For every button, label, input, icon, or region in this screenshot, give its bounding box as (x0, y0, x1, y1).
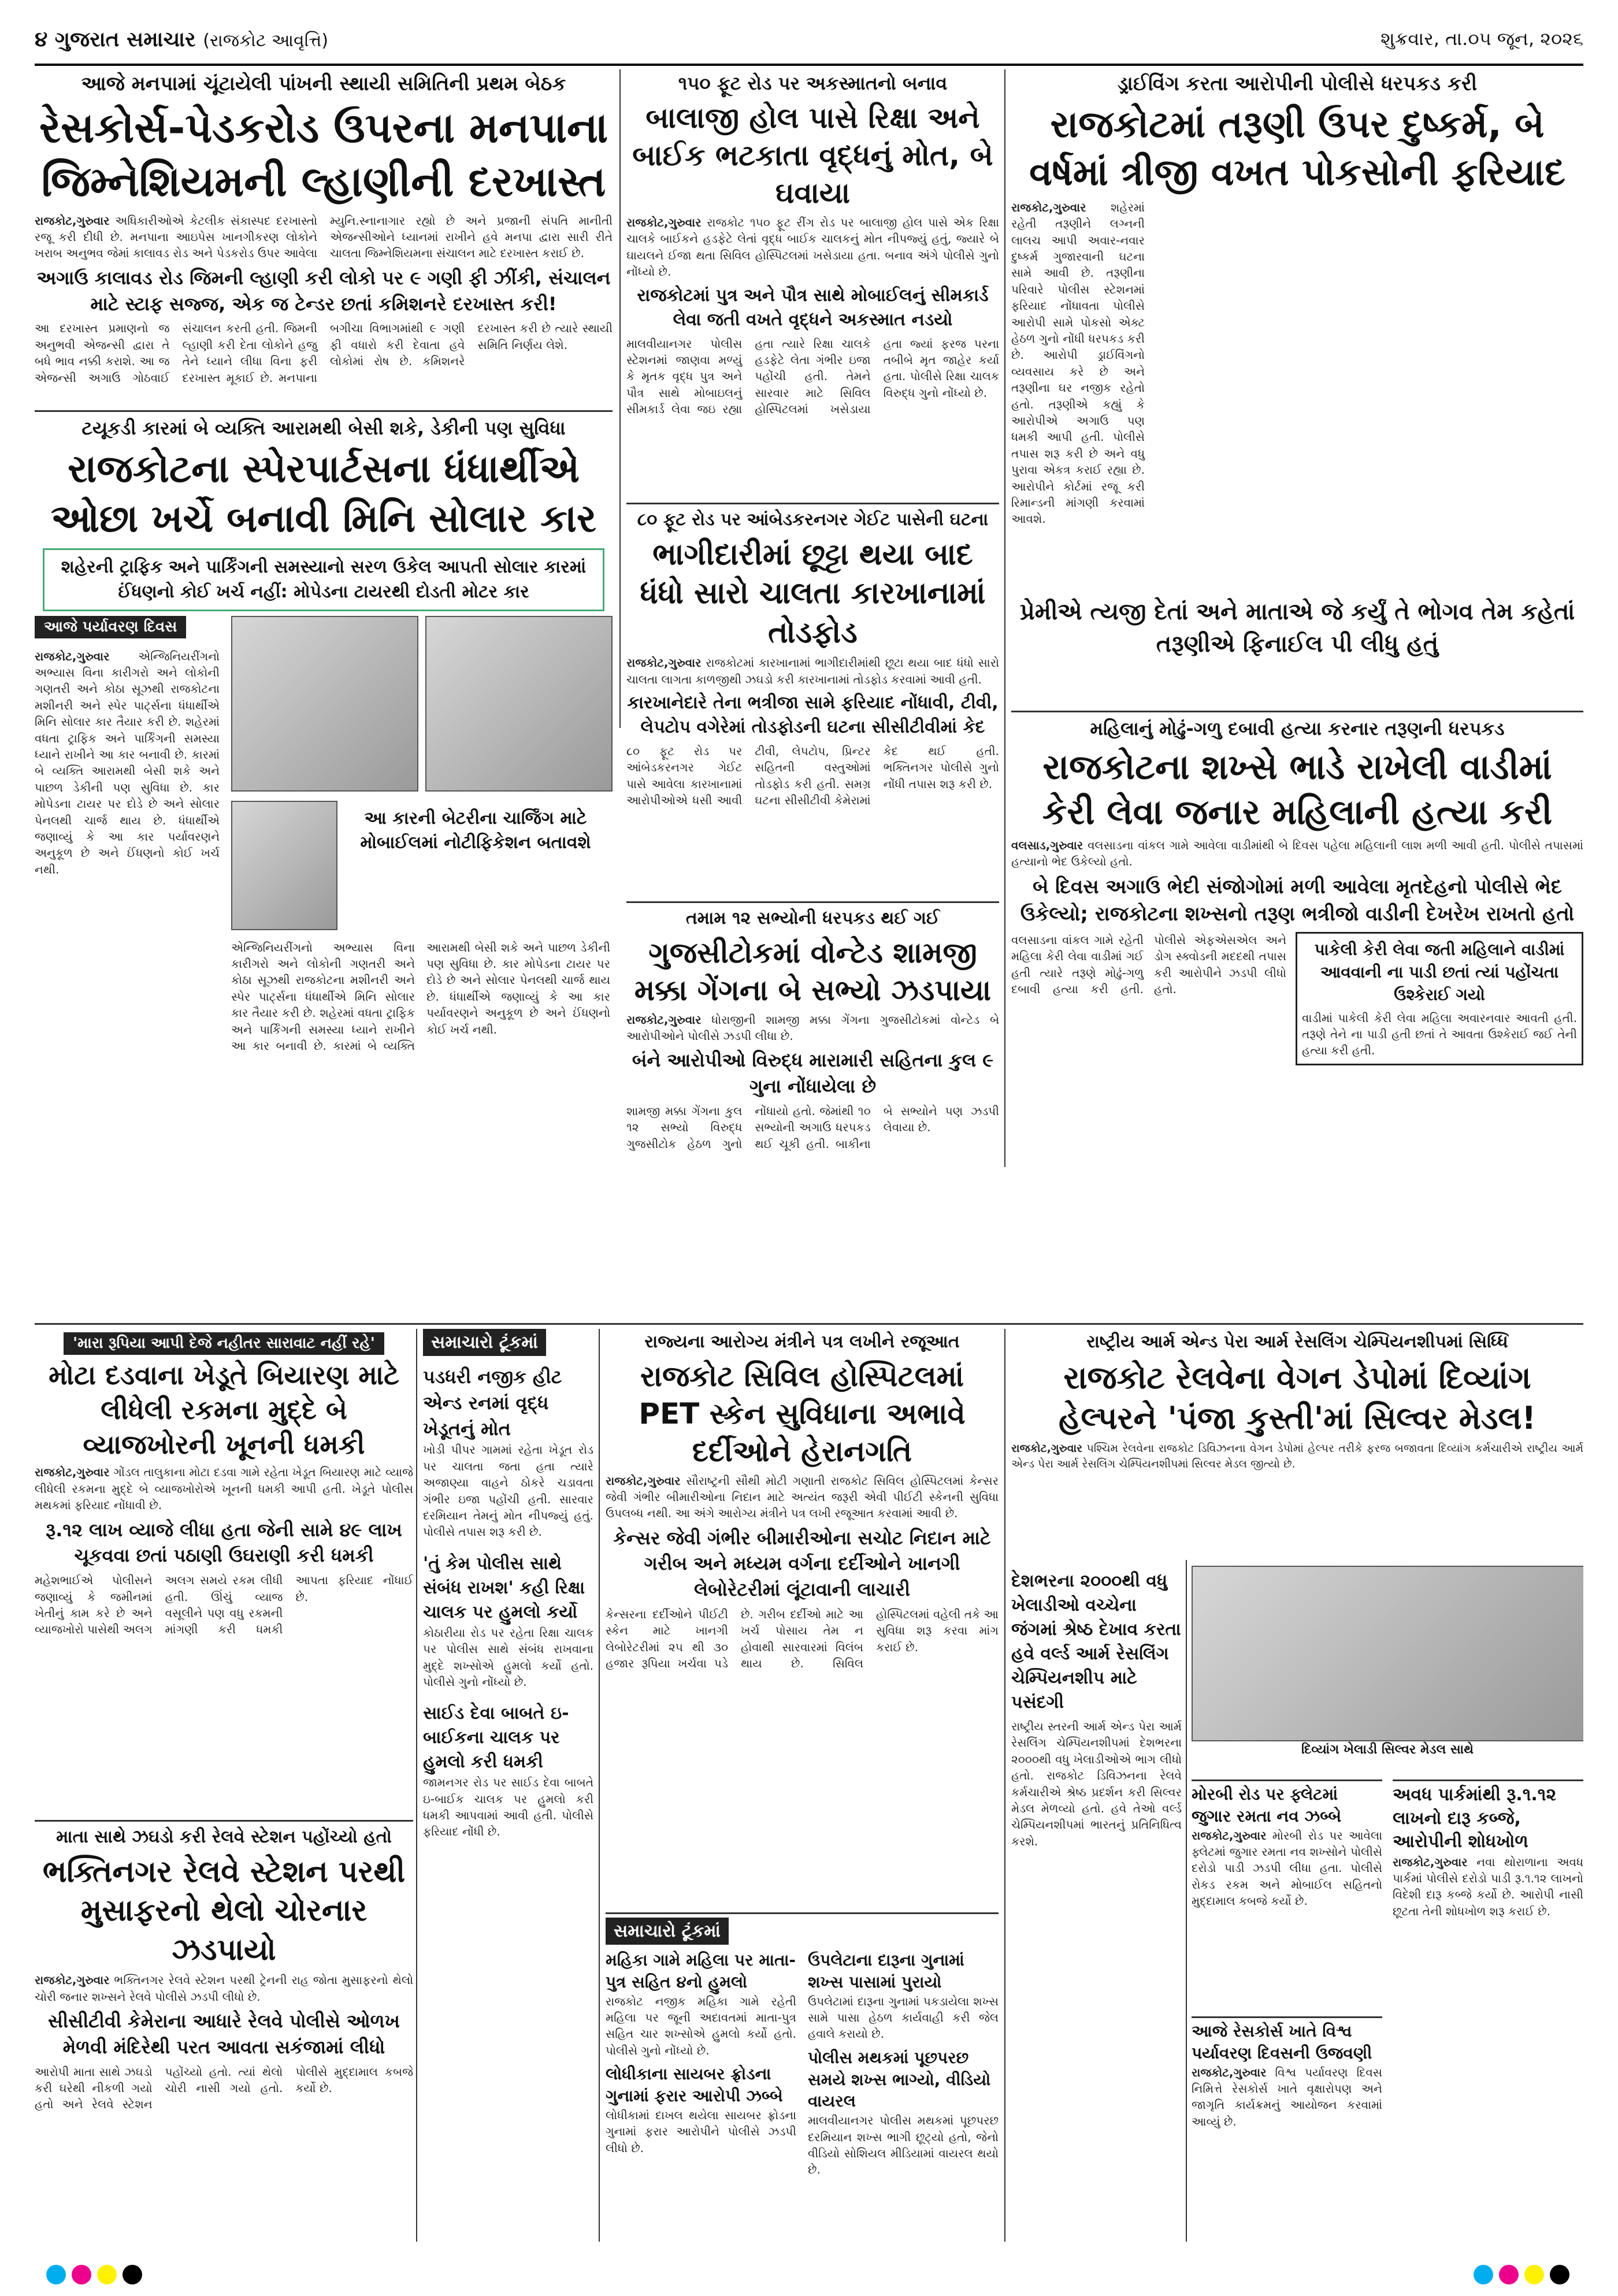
brief-1-body: રાજકોટ નજીક મહિકા ગામે રહેતી મહિલા પર જૂની અદાવતમાં માતા-પુત્ર સહિત ચાર શખ્સોએ હુમલો કર્યો હતો. પોલીસે ગુનો નોંધ્યો છે. (606, 1994, 796, 2057)
article-balaji-accident (626, 69, 999, 497)
black-registration-mark-right (1550, 2265, 1569, 2284)
article-body-2: શામજી મક્કા ગેંગના કુલ ૧૨ સભ્યો વિરુદ્ધ ગુજસીટોક હેઠળ ગુનો નોંધાયો હતો. જેમાંથી ૧૦ સભ્યોની અગાઉ ધરપકડ થઈ ચૂકી હતી. બાકીના બે સભ્યોને પણ ઝડપી લેવાયા છે. (626, 1104, 999, 1151)
article-valsad-murder (1011, 711, 1583, 1319)
body-text: એન્જિનિયરીંગનો અભ્યાસ વિના કારીગરો અને લોકોની ગણતરી અને કોઠા સૂઝથી રાજકોટના મશીનરી અને સ્પેર પાર્ટ્સના ધંધાર્થીએ મિનિ સોલાર કાર તૈયાર કરી છે. શહેરમાં વધતા ટ્રાફિક અને પાર્કિંગની સમસ્યા ધ્યાને રાખીને આ કાર બનાવી છે. કારમાં બે વ્યક્તિ આરામથી બેસી શકે અને પાછળ ડેકીની પણ સુવિધા છે. કાર મોપેડના ટાયર પર દોડે છે અને સોલાર પેનલથી ચાર્જ થાય છે. ધંધાર્થીએ જણાવ્યું કે આ કાર પર્યાવરણને અનુકૂળ છે અને ઈંધણનો કોઈ ખર્ચ નથી. (35, 649, 220, 876)
kicker: તમામ ૧૨ સભ્યોની ધરપકડ થઈ ગઈ (685, 908, 940, 928)
body-text: રાજકોટમાં કારખાનામાં ભાગીદારીમાંથી છૂટા થયા બાદ ધંધો સારો ચાલતા લાગતા કાળજીથી ઝઘડો કરી કારખાનામાં તોડફોડ કરવામાં આવી હતી. (626, 656, 999, 686)
headline: ભક્તિનગર રેલવે સ્ટેશન પરથી મુસાફરનો થેલો ચોરનાર ઝડપાયો (42, 1854, 406, 1967)
boxed-subhead: શહેરની ટ્રાફિક અને પાર્કિંગની સમસ્યાનો સરળ ઉકેલ આપતી સોલાર કારમાં ઈંધણનો કોઈ ખર્ચ નહીં: મોપેડના ટાયરથી દોડતી મોટર કાર (43, 548, 604, 611)
article-body (35, 648, 220, 1319)
article-liquor-seizure (1393, 1779, 1583, 2243)
briefs-header: સમાચારો ટૂંકમાં (423, 1329, 546, 1356)
dateline: રાજકોટ,ગુરુવાર (35, 1973, 110, 1987)
headline: ભાગીદારીમાં છૂટ્ટા થયા બાદ ધંધો સારો ચાલતા કારખાનામાં તોડફોડ (640, 537, 986, 650)
article-body (626, 655, 999, 688)
brief-1-heading: મહિકા ગામે મહિલા પર માતા-પુત્ર સહિત ૪નો હુમલો (606, 1951, 796, 1992)
yellow-registration-mark (97, 2265, 117, 2284)
headline-line-2: જિમ્નેશિયમની લ્હાણીની દરખાસ્ત (41, 157, 606, 206)
kicker: મહિલાનું મોઢું-ગળુ દબાવી હત્યા કરનાર તરૂણની ધરપકડ (1090, 718, 1505, 740)
body-text: ધોરાજીની શામજી મક્કા ગેંગના ગુજસીટોકમાં વોન્ટેડ બે આરોપીઓને પોલીસે ઝડપી લીધા છે. (626, 1012, 999, 1043)
article-body-2: કેન્સરના દર્દીઓને પીઈટી સ્કેન માટે ખાનગી લેબોરેટરીમાં ૨૫ થી ૩૦ હજાર રૂપિયા ખર્ચવા પડે છે. ગરીબ દર્દીઓ માટે આ ખર્ચ પોસાય તેમ ન હોવાથી સારવારમાં વિલંબ થાય છે. સિવિલ હોસ્પિટલમાં વહેલી તકે આ સુવિધા શરૂ કરવા માંગ કરાઈ છે. (606, 1607, 999, 1671)
side-box (1296, 932, 1583, 1065)
article-body (1011, 837, 1583, 870)
cyan-registration-mark-right (1474, 2265, 1493, 2284)
article-body-2: રાષ્ટ્રીય સ્તરની આર્મ એન્ડ પેરા આર્મ રેસલિંગ ચેમ્પિયનશીપમાં દેશભરના ૨૦૦૦થી વધુ ખેલાડીઓએ ભાગ લીધો હતો. રાજકોટ ડિવિઝનના રેલવે કર્મચારીએ શ્રેષ્ઠ પ્રદર્શન કરી સિલ્વર મેડલ મેળવ્યો હતો. હવે તેઓ વર્લ્ડ ચેમ્પિયનશીપમાં ભારતનું પ્રતિનિધિત્વ કરશે. (1011, 1719, 1182, 1848)
article-body-cont: એન્જિનિયરીંગનો અભ્યાસ વિના કારીગરો અને લોકોની ગણતરી અને કોઠા સૂઝથી રાજકોટના મશીનરી અને સ્પેર પાર્ટ્સના ધંધાર્થીએ મિનિ સોલાર કાર તૈયાર કરી છે. શહેરમાં વધતા ટ્રાફિક અને પાર્કિંગની સમસ્યા ધ્યાને રાખીને આ કાર બનાવી છે. કારમાં બે વ્યક્તિ આરામથી બેસી શકે અને પાછળ ડેકીની પણ સુવિધા છે. કાર મોપેડના ટાયર પર દોડે છે અને સોલાર પેનલથી ચાર્જ થાય છે. ધંધાર્થીએ જણાવ્યું કે આ કાર પર્યાવરણને અનુકૂળ છે અને ઈંધણનો કોઈ ખર્ચ નથી. (231, 940, 610, 1053)
article-body-2: માલવીયાનગર પોલીસ સ્ટેશનમાં જાણવા મળ્યું કે મૃતક વૃદ્ધ પુત્ર અને પૌત્ર સાથે મોબાઇલનું સીમકાર્ડ લેવા જઇ રહ્યા હતા ત્યારે રિક્ષા ચાલકે હડફેટે લેતા ગંભીર ઇજા પહોંચી હતી. તેમને સારવાર માટે સિવિલ હોસ્પિટલમાં ખસેડાયા હતા જ્યાં ફરજ પરના તબીબે મૃત જાહેર કર્યા હતા. પોલીસે રિક્ષા ચાલક વિરુદ્ધ ગુનો નોંધ્યો છે. (626, 336, 999, 417)
article-body (1192, 1827, 1382, 1909)
brief-2-body: લોધીકામાં દાખલ થયેલા સાયબર ફ્રોડના ગુનામાં ફરાર આરોપીને પોલીસે ઝડપી લીધો છે. (606, 2108, 796, 2155)
body-text: મોરબી રોડ પર આવેલા ફ્લેટમાં જુગાર રમતા નવ શખ્સોને પોલીસે દરોડો પાડી ઝડપી લીધા હતા. પોલીસે રોકડ રકમ અને મોબાઈલ સહિતનો મુદ્દામાલ કબજે કર્યો છે. (1192, 1828, 1382, 1908)
body-text: નવા થોરાળાના અવધ પાર્કમાં પોલીસે દરોડો પાડી રૂ.૧.૧૨ લાખનો વિદેશી દારૂ કબ્જે કર્યો છે. આરોપી નાસી છૂટતા તેની શોધખોળ શરૂ કરાઈ છે. (1393, 1855, 1583, 1918)
news-briefs-column-1 (423, 1329, 593, 2242)
dateline: રાજકોટ,ગુરુવાર (1011, 1441, 1083, 1455)
subhead: કારખાનેદારે તેના ભત્રીજા સામે ફરિયાદ નોંધાવી, ટીવી, લેપટોપ વગેરેમાં તોડફોડની ઘટના સીસીટીવીમાં કેદ (627, 693, 999, 738)
news-briefs-column-2 (606, 1912, 999, 2243)
kicker: માતા સાથે ઝઘડો કરી રેલવે સ્ટેશન પહોંચ્યો હતો (56, 1827, 392, 1847)
body-text: ભક્તિનગર રેલવે સ્ટેશન પરથી ટ્રેનની રાહ જોતા મુસાફરનો થેલો ચોરી જનાર શખ્સને રેલવે પોલીસે ઝડપી લીધો છે. (35, 1973, 413, 2004)
side-box-body: વાડીમાં પાકેલી કેરી લેવા મહિલા અવારનવાર આવતી હતી. તરૂણે તેને ના પાડી હતી છતાં તે આવતા ઉશ્કેરાઈ જઈ તેની હત્યા કરી હતી. (1302, 1010, 1577, 1058)
article-railway-theft (35, 1820, 413, 2243)
solar-car-photo (231, 616, 418, 792)
article-gujctoc-arrest (626, 901, 999, 1319)
arm-wrestling-photo-block (1192, 1566, 1583, 1774)
kicker: ટયૂકડી કારમાં બે વ્યક્તિ આરામથી બેસી શકે, ડેકીની પણ સુવિધા (81, 417, 566, 439)
dateline: રાજકોટ,ગુરુવાર (626, 656, 702, 670)
briefs-header: સમાચારો ટૂંકમાં (606, 1918, 729, 1945)
article-body-2: મહેશભાઈએ પોલીસને જણાવ્યું કે જમીનમાં ખેતીનું કામ કરે છે અને વ્યાજખોરો પાસેથી અલગ અલગ સમયે રકમ લીધી હતી. ઊંચું વ્યાજ વસૂલીને પણ વધુ રકમની માંગણી કરી ધમકી આપતા ફરિયાદ નોંધાઈ છે. (35, 1573, 413, 1637)
dateline: રાજકોટ,ગુરુવાર (35, 649, 110, 663)
headline: રાજકોટ સિવિલ હોસ્પિટલમાં PET સ્કેન સુવિધાના અભાવે દર્દીઓને હેરાનગતિ (639, 1359, 966, 1468)
dateline: રાજકોટ,ગુરુવાર (35, 213, 110, 228)
article-moneylender-threat (35, 1329, 413, 1814)
subhead: કેન્સર જેવી ગંભીર બીમારીઓના સચોટ નિદાન માટે ગરીબ અને મધ્યમ વર્ગના દર્દીઓને ખાનગી લેબોરેટરીમાં લૂંટાવાની લાચારી (613, 1526, 991, 1601)
medal-winner-photo (1192, 1566, 1583, 1741)
subhead: પ્રેમીએ ત્યજી દેતાં અને માતાએ જે કર્યું તે ભોગવ તેમ કહેતાં તરૂણીએ ફિનાઈલ પી લીધુ હતું (1019, 598, 1575, 657)
article-body (626, 214, 999, 280)
subhead: અગાઉ કાલાવડ રોડ જિમની લ્હાણી કરી લોકો પર ૯ ગણી ફી ઝીંકી, સંચાલન માટે સ્ટાફ સજ્જ, એક જ ટેન્ડર છતાં કમિશનરે દરખાસ્ત કરી! (36, 266, 611, 315)
brief-2-body: કોઠારીયા રોડ પર રહેતા રિક્ષા ચાલક પર પોલીસ સાથે સંબંધ રાખવાના મુદ્દે શખ્સોએ હુમલો કર્યો હતો. પોલીસે ગુનો નોંધ્યો છે. (423, 1625, 593, 1689)
dateline: રાજકોટ,ગુરુવાર (1011, 200, 1086, 214)
subhead: રાજકોટમાં પુત્ર અને પૌત્ર સાથે મોબાઈલનું સીમકાર્ડ લેવા જતી વખતે વૃદ્ધને અકસ્માત નડયો (637, 285, 989, 330)
brief-1-heading: પડધરી નજીક હીટ એન્ડ રનમાં વૃદ્ધ ખેડૂતનું મોત (423, 1366, 562, 1440)
quote-tag: 'મારા રૂપિયા આપી દેજે નહીતર સારાવાટ નહીં રહે' (64, 1332, 384, 1355)
headline: મોટા દડવાના ખેડૂતે બિયારણ માટે લીધેલી રકમના મુદ્દે બે વ્યાજખોરની ખૂનની ધમકી (49, 1359, 399, 1460)
article-body-2: વલસાડના વાંકલ ગામે રહેતી મહિલા કેરી લેવા વાડીમાં ગઈ હતી ત્યારે તરૂણે મોઢું-ગળુ દબાવી હત્યા કરી હતી. પોલીસે એફએસએલ અને ડોગ સ્ક્વોડની મદદથી તપાસ કરી આરોપીને ઝડપી લીધો હતો. (1011, 932, 1286, 997)
environment-day-tag: આજે પર્યાવરણ દિવસ (35, 616, 186, 638)
body-text: સૌરાષ્ટ્રની સૌથી મોટી ગણાતી રાજકોટ સિવિલ હોસ્પિટલમાં કેન્સર જેવી ગંભીર બીમારીઓના નિદાન માટે અત્યંત જરૂરી એવી પીઈટી સ્કેનની સુવિધા ઉપલબ્ધ નથી. આ અંગે આરોગ્ય મંત્રીને પત્ર લખી રજૂઆત કરવામાં આવી છે. (606, 1473, 999, 1521)
brief-3-body: ઉપલેટામાં દારૂના ગુનામાં પકડાયેલા શખ્સ સામે પાસા હેઠળ કાર્યવાહી કરી જેલ હવાલે કરાયો છે. (808, 1994, 999, 2041)
article-body (1393, 1854, 1583, 1920)
brief-4-heading: પોલીસ મથકમાં પૂછપરછ સમયે શખ્સ ભાગ્યો, વીડિયો વાયરલ (808, 2048, 991, 2111)
cyan-registration-mark (46, 2265, 66, 2284)
kicker: આજે રેસકોર્સ ખાતે વિશ્વ પર્યાવરણ દિવસની ઉજવણી (1192, 2022, 1372, 2063)
magenta-registration-mark (72, 2265, 91, 2284)
edition: (રાજકોટ આવૃત્તિ) (203, 31, 329, 51)
kicker: ડ્રાઈવિંગ કરતા આરોપીની પોલીસે ધરપકડ કરી (1117, 72, 1478, 95)
dateline: રાજકોટ,ગુરુવાર (1192, 2065, 1267, 2079)
article-solar-car (35, 410, 613, 1319)
subhead: દેશભરના ૨૦૦૦થી વધુ ખેલાડીઓ વચ્ચેના જંગમાં શ્રેષ્ઠ દેખાવ કરતા હવે વર્લ્ડ આર્મ રેસલિંગ ચેમ્પિયનશીપ માટે પસંદગી (1011, 1571, 1181, 1712)
body-text: પશ્ચિમ રેલવેના રાજકોટ ડિવિઝનના વેગન ડેપોમાં હેલ્પર તરીકે ફરજ બજાવતા દિવ્યાંગ કર્મચારીએ રાષ્ટ્રીય આર્મ એન્ડ પેરા આર્મ રેસલિંગ ચેમ્પિયનશીપમાં સિલ્વર મેડલ જીત્યો છે. (1011, 1441, 1583, 1470)
issue-date: શુક્રવાર, તા.૦૫ જૂન, ૨૦૨૬ (1381, 28, 1583, 50)
black-registration-mark (123, 2265, 142, 2284)
subhead: બંને આરોપીઓ વિરુદ્ધ મારામારી સહિતના કુલ ૯ ગુના નોંધાયેલા છે (632, 1049, 994, 1098)
article-body (606, 1473, 999, 1522)
article-body-2: આરોપી માતા સાથે ઝઘડો કરી ઘરેથી નીકળી ગયો હતો અને રેલવે સ્ટેશન પહોંચ્યો હતો. ત્યાં થેલો ચોરી નાસી ગયો હતો. પોલીસે મુદ્દામાલ કબજે કર્યો છે. (35, 2064, 413, 2112)
arm-wrestling-body-col (1011, 1566, 1182, 2242)
body-text: રાજકોટ ૧૫૦ ફૂટ રીંગ રોડ પર બાલાજી હોલ પાસે એક રિક્ષા ચાલકે બાઈકને હડફેટે લેતાં વૃદ્ધ બાઈક ચાલકનું મોત નીપજ્યું હતું, જ્યારે બે ઘાયલને ઈજા થતા સિવિલ હોસ્પિટલમાં ખસેડાયા હતા. બનાવ અંગે પોલીસે ગુનો નોંધ્યો છે. (626, 216, 999, 279)
brief-1-body: ખોડી પીપર ગામમાં રહેતા ખેડૂત રોડ પર ચાલતા જતા હતા ત્યારે અજાણ્યા વાહને ઠોકરે ચડાવતા ગંભીર ઇજા પહોંચી હતી. સારવાર દરમિયાન તેમનું મોત નીપજ્યું હતું. પોલીસે તપાસ શરૂ કરી છે. (423, 1443, 593, 1539)
dateline: રાજકોટ,ગુરુવાર (626, 1012, 702, 1027)
headline: રાજકોટના શખ્સે ભાડે રાખેલી વાડીમાં કેરી લેવા જનાર મહિલાની હત્યા કરી (1042, 747, 1553, 833)
article-gym-proposal (35, 69, 613, 404)
dateline: રાજકોટ,ગુરુવાર (1192, 1828, 1267, 1842)
article-body (1192, 2064, 1382, 2130)
headline-line-1: રેસકોર્સ-પેડકરોડ ઉપરના મનપાના (39, 103, 608, 152)
subhead: રૂ.૧૨ લાખ વ્યાજે લીધા હતા જેની સામે ૪૯ લાખ ચૂકવવા છતાં પઠાણી ઉઘરાણી કરી ધમકી (46, 1518, 402, 1567)
headline: રાજકોટમાં તરૂણી ઉપર દુષ્કર્મ, બે વર્ષમાં ત્રીજી વખત પોકસોની ફરિયાદ (1029, 103, 1565, 194)
kicker: રાજ્યના આરોગ્ય મંત્રીને પત્ર લખીને રજૂઆત (644, 1332, 960, 1352)
kicker: ૧૫૦ ફૂટ રોડ પર અકસ્માતનો બનાવ (678, 72, 948, 94)
article-body (1011, 1441, 1583, 1472)
body-text: વલસાડના વાંકલ ગામે આવેલા વાડીમાંથી બે દિવસ પહેલા મહિલાની લાશ મળી આવી હતી. પોલીસે તપાસમાં હત્યાનો ભેદ ઉકેલ્યો હતો. (1011, 838, 1583, 869)
magenta-registration-mark-right (1499, 2265, 1519, 2284)
dateline: વલસાડ,ગુરુવાર (1011, 838, 1083, 852)
headline: બાલાજી હોલ પાસે રિક્ષા અને બાઈક ભટકાતા વૃદ્ધનું મોત, બે ઘવાયા (632, 101, 993, 210)
headline: ગુજસીટોકમાં વોન્ટેડ શામજી મક્કા ગેંગના બે સભ્યો ઝડપાયા (634, 935, 992, 1007)
dateline: રાજકોટ,ગુરુવાર (1393, 1855, 1468, 1869)
headline: રાજકોટ રેલવેના વેગન ડેપોમાં દિવ્યાંગ હેલ્પરને 'પંજા કુસ્તી'માં સિલ્વર મેડલ! (1059, 1359, 1536, 1436)
article-body (35, 1972, 413, 2005)
paper-name: ગુજરાત સમાચાર (54, 28, 196, 51)
article-arm-wrestling-medal (1011, 1329, 1583, 1560)
kicker: રાષ્ટ્રીય આર્મ એન્ડ પેરા આર્મ રેસલિંગ ચેમ્પિયનશીપમાં સિધ્ધિ (1086, 1332, 1508, 1352)
brief-3-heading: સાઈડ દેવા બાબતે ઇ-બાઈકના ચાલક પર હુમલો કરી ધમકી (423, 1703, 569, 1773)
yellow-registration-mark-right (1524, 2265, 1544, 2284)
article-pocso-case (1011, 69, 1583, 705)
article-body (35, 1464, 413, 1513)
photo-caption: દિવ્યાંગ ખેલાડી સિલ્વર મેડલ સાથે (1301, 1743, 1474, 1757)
page-number: ૪ (35, 28, 48, 51)
body-text: ગોંડલ તાલુકાના મોટા દડવા ગામે રહેતા ખેડૂત બિયારણ માટે વ્યાજે લીધેલી રકમના મુદ્દે બે વ્યાજખોરોએ ખૂનની ધમકી આપી હતી. ખેડૂતે પોલીસ મથકમાં ફરિયાદ નોંધાવી છે. (35, 1465, 413, 1513)
brief-4-body: માલવીયાનગર પોલીસ મથકમાં પૂછપરછ દરમિયાન શખ્સ ભાગી છૂટ્યો હતો, જેનો વીડિયો સોશિયલ મીડિયામાં વાયરલ થયો છે. (808, 2113, 999, 2177)
masthead-left (35, 28, 328, 52)
kicker: ૮૦ ફૂટ રોડ પર આંબેડકરનગર ગેઈટ પાસેની ઘટના (637, 510, 989, 530)
body-text: વિશ્વ પર્યાવરણ દિવસ નિમિત્તે રેસકોર્સ ખાતે વૃક્ષારોપણ અને જાગૃતિ કાર્યક્રમનું આયોજન કરવામાં આવ્યું છે. (1192, 2065, 1382, 2128)
inventor-portrait-photo (231, 801, 337, 930)
solar-car-photo-2 (425, 616, 613, 792)
body-text: શહેરમાં રહેતી તરૂણીને લગ્નની લાલચ આપી અવાર-નવાર દુષ્કર્મ ગુજારવાની ઘટના સામે આવી છે. તરૂણીના પરિવારે પોલીસ સ્ટેશનમાં ફરિયાદ નોંધાવતા પોલીસે આરોપી સામે પોકસો એક્ટ હેઠળ ગુનો નોંધી ધરપકડ કરી છે. આરોપી ડ્રાઈવિંગનો વ્યવસાય કરે છે અને તરૂણીના ઘર નજીક રહેતો હતો. તરૂણીએ કહ્યું કે આરોપીએ અગાઉ પણ ધમકી આપી હતી. પોલીસે તપાસ શરૂ કરી છે અને વધુ પુરાવા એકત્ર કરાઈ રહ્યા છે. આરોપીને કોર્ટમાં રજૂ કરી રિમાન્ડની માંગણી કરવામાં આવશે. (1011, 200, 1145, 526)
subhead: સીસીટીવી કેમેરાના આધારે રેલવે પોલીસે ઓળખ મેળવી મંદિરેથી પરત આવતા સકંજામાં લીધો (48, 2010, 400, 2058)
masthead (35, 23, 1583, 66)
article-body-2: ૮૦ ફૂટ રોડ પર આંબેડકરનગર ગેઈટ પાસે આવેલા કારખાનામાં આરોપીઓએ ધસી આવી ટીવી, લેપટોપ, પ્રિન્ટર સહિતની વસ્તુઓમાં તોડફોડ કરી હતી. સમગ્ર ઘટના સીસીટીવી કેમેરામાં કેદ થઈ હતી. ભક્તિનગર પોલીસે ગુનો નોંધી તપાસ શરૂ કરી છે. (626, 744, 999, 808)
article-body (1011, 199, 1583, 592)
article-body-2: આ દરખાસ્ત પ્રમાણનો જ અનુભવી એજન્સી દ્વારા તે બધે ભાવ નક્કી કરાશે. આ જ એજન્સી અગાઉ ગોઠવાઈ સંચાલન કરતી હતી. જિમની લ્હાણી કરી દેતા લોકોને હજુ તેને ધ્યાને લીધા વિના ફરી દરખાસ્ત મૂકાઈ છે. મનપાના બગીચા વિભાગમાંથી ૯ ગણી ફી વધારો કરી દેવાતા હવે લોકોમાં રોષ છે. કમિશનરે દરખાસ્ત કરી છે ત્યારે સ્થાયી સમિતિ નિર્ણય લેશે. (35, 321, 613, 385)
photo-caption: આ કારની બેટરીના ચાર્જિંગ માટે મોબાઈલમાં નોટીફિકેશન બતાવશે (360, 808, 591, 853)
dateline: રાજકોટ,ગુરુવાર (626, 216, 702, 229)
side-box-heading: પાકેલી કેરી લેવા જતી મહિલાને વાડીમાં આવવાની ના પાડી છતાં ત્યાં પહોંચતા ઉશ્કેરાઈ ગયો (1314, 939, 1565, 1005)
kicker: મોરબી રોડ પર ફ્લેટમાં જુગાર રમતા નવ ઝબ્બે (1192, 1785, 1342, 1826)
brief-3-heading: ઉપલેટાના દારૂના ગુનામાં શખ્સ પાસામાં પુરાયો (808, 1951, 964, 1992)
article-body (626, 1012, 999, 1045)
brief-2-heading: લોધીકાના સાયબર ફ્રોડના ગુનામાં ફરાર આરોપી ઝબ્બે (606, 2064, 783, 2105)
body-text: અધિકારીઓએ કેટલીક સંકાસ્પદ દરખાસ્તો રજૂ કરી દીધી છે. મનપાના આઇપેસ ખાનગીકરણ લોકોને ખરાબ અનુભવ જેમાં કાલાવડ રોડ અને પેડકરોડ ઉપર આવેલા મ્યુનિ.સ્નાનાગાર રહ્યો છે અને પ્રજાની સંપતિ માનીતી એજન્સીઓને ધ્યાનમાં રાખીને હવે મનપા દ્વારા સારી રીતે ચાલતા જિમ્નેશિયમના સંચાલન માટે દરખાસ્ત કરાઈ છે. (35, 213, 613, 261)
subhead: બે દિવસ અગાઉ ભેદી સંજોગોમાં મળી આવેલા મૃતદેહનો પોલીસે ભેદ ઉકેલ્યો; રાજકોટના શખ્સનો તરૂણ ભત્રીજો વાડીની દેખરેખ રાખતો હતો (1020, 875, 1575, 926)
article-body (35, 213, 613, 262)
dateline: રાજકોટ,ગુરુવાર (35, 1465, 110, 1480)
article-environment-day (1192, 2016, 1382, 2243)
kicker: આજે મનપામાં ચૂંટાયેલી પાંખની સ્થાયી સમિતિની પ્રથમ બેઠક (81, 72, 566, 95)
article-pet-scan (606, 1329, 999, 1907)
brief-3-body: જામનગર રોડ પર સાઈડ દેવા બાબતે ઇ-બાઈક ચાલક પર હુમલો કરી ધમકી આપવામાં આવી હતી. પોલીસે ફરિયાદ નોંધી છે. (423, 1775, 593, 1839)
kicker: અવધ પાર્કમાંથી રૂ.૧.૧૨ લાખનો દારૂ કબ્જે, આરોપીની શોધખોળ (1393, 1785, 1557, 1852)
dateline: રાજકોટ,ગુરુવાર (606, 1473, 681, 1488)
brief-2-heading: 'તું કેમ પોલીસ સાથે સંબંધ રાખશ' કહી રિક્ષા ચાલક પર હુમલો કર્યો (423, 1553, 585, 1622)
article-gambling-raid (1192, 1779, 1382, 2012)
headline: રાજકોટના સ્પેરપાર્ટસના ધંધાર્થીએ ઓછા ખર્ચે બનાવી મિનિ સોલાર કાર (50, 447, 597, 541)
